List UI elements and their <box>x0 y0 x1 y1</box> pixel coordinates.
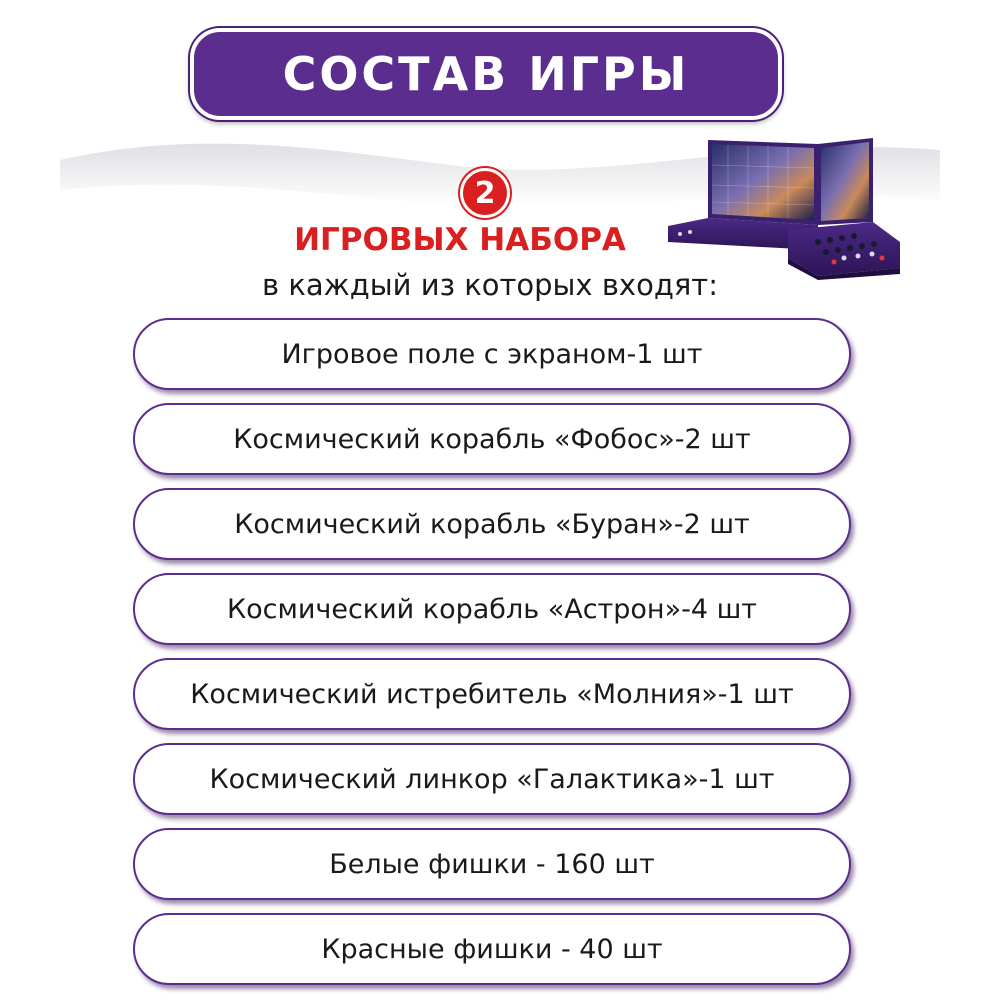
page-title: СОСТАВ ИГРЫ <box>282 47 690 101</box>
sets-count: 2 <box>474 175 496 211</box>
item-text: Космический линкор «Галактика»-1 шт <box>209 763 775 795</box>
item-text: Космический корабль «Астрон»-4 шт <box>226 593 758 625</box>
items-list <box>133 318 853 998</box>
item-text: Космический корабль «Буран»-2 шт <box>234 508 750 540</box>
list-item <box>133 573 851 645</box>
item-text: Космический истребитель «Молния»-1 шт <box>190 678 794 710</box>
list-item <box>133 488 851 560</box>
list-item <box>133 913 851 985</box>
item-text: Красные фишки - 40 шт <box>321 933 663 965</box>
title-banner <box>190 28 782 120</box>
item-text: Космический корабль «Фобос»-2 шт <box>233 423 751 455</box>
item-text: Белые фишки - 160 шт <box>329 848 655 880</box>
game-set-image <box>668 130 903 280</box>
item-text: Игровое поле с экраном-1 шт <box>281 338 703 370</box>
list-item <box>133 743 851 815</box>
list-item <box>133 318 851 390</box>
sets-label: ИГРОВЫХ НАБОРА <box>294 222 626 258</box>
sets-subtitle: в каждый из которых входят: <box>262 268 718 302</box>
list-item <box>133 658 851 730</box>
sets-count-badge <box>460 168 510 218</box>
list-item <box>133 828 851 900</box>
list-item <box>133 403 851 475</box>
